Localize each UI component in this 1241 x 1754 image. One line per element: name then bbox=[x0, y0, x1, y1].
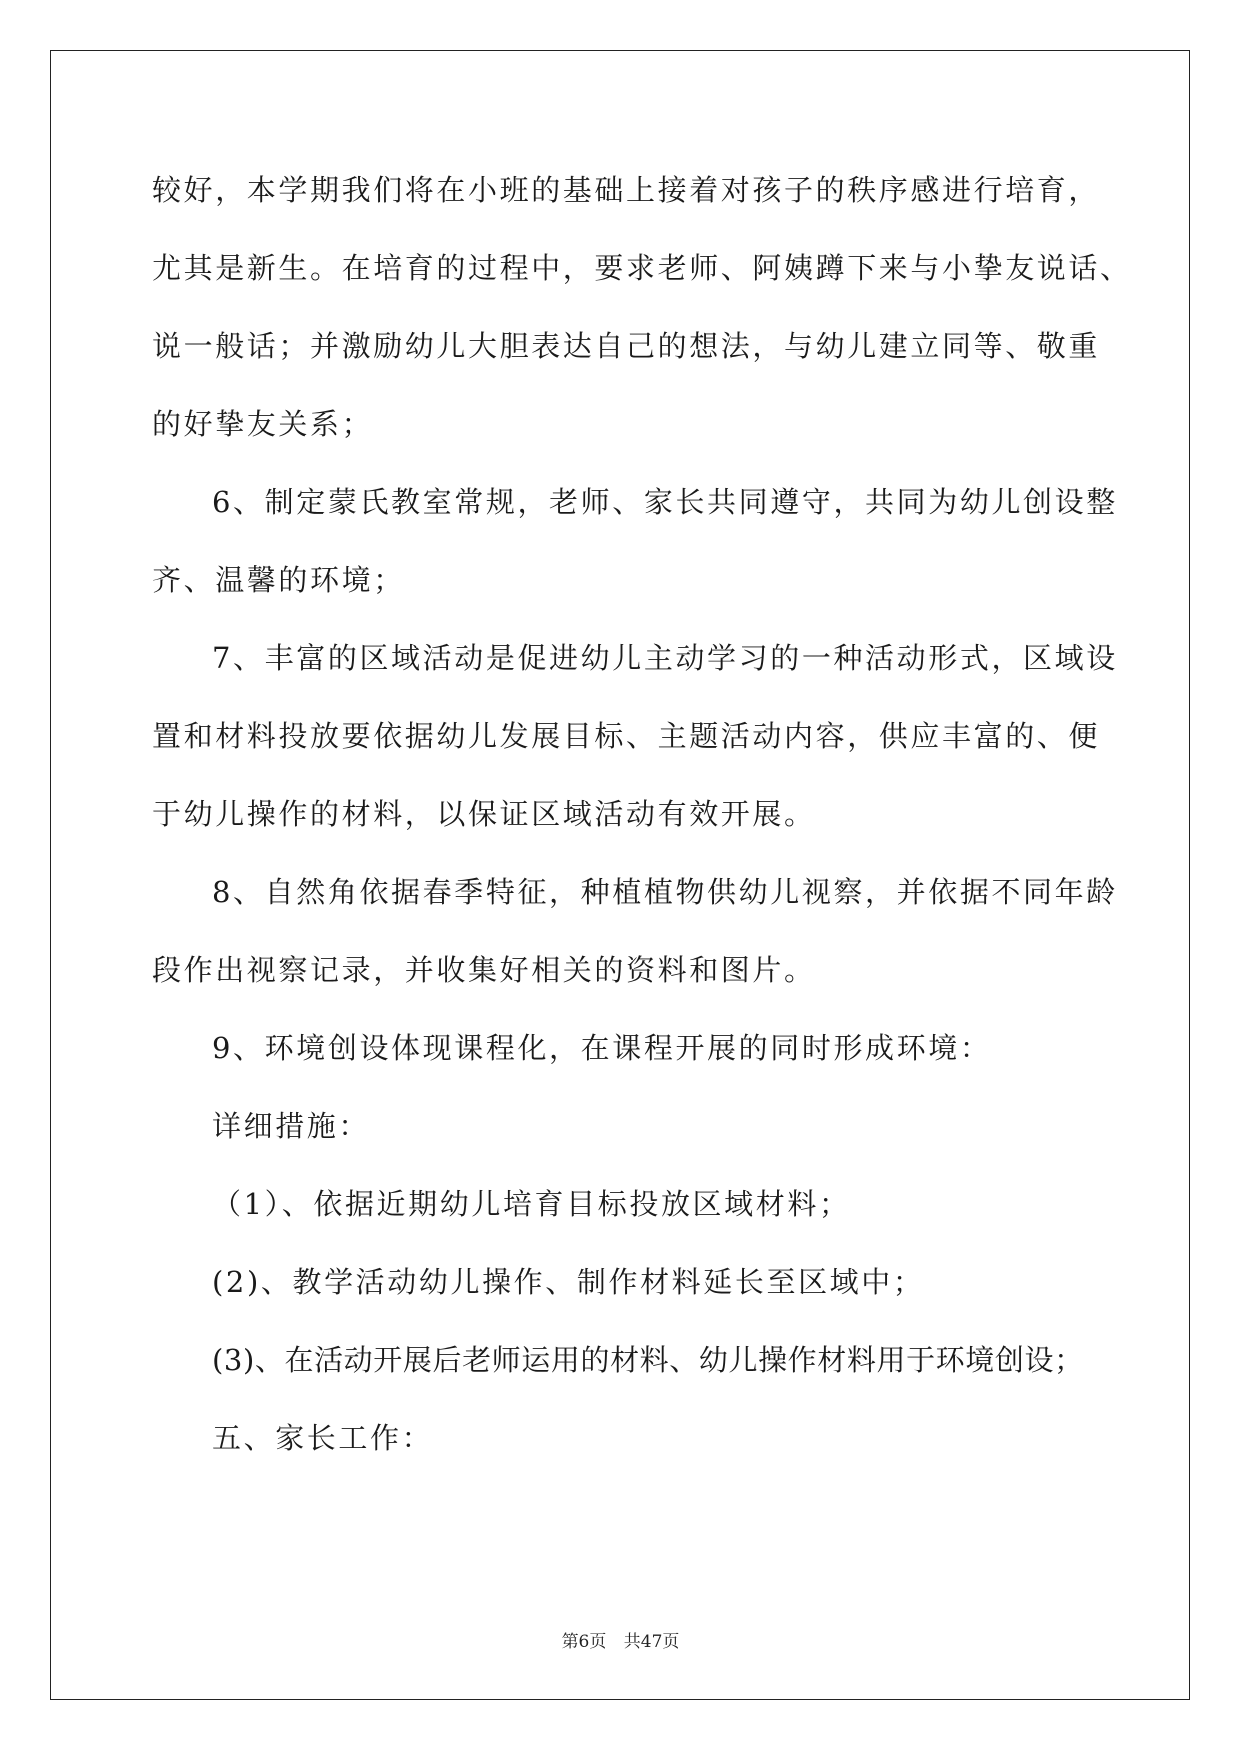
text-line: 详细措施： bbox=[212, 1109, 371, 1143]
text-line: 置和材料投放要依据幼儿发展目标、主题活动内容，供应丰富的、便 bbox=[152, 719, 1101, 753]
text-line: 9、环境创设体现课程化，在课程开展的同时形成环境： bbox=[212, 1031, 992, 1065]
text-line: 齐、温馨的环境； bbox=[152, 563, 405, 597]
text-line: 于幼儿操作的材料，以保证区域活动有效开展。 bbox=[152, 797, 816, 831]
page-total: 共47页 bbox=[623, 1632, 680, 1652]
text-line: (2)、教学活动幼儿操作、制作材料延长至区域中； bbox=[212, 1265, 925, 1299]
text-line: 7、丰富的区域活动是促进幼儿主动学习的一种活动形式，区域设 bbox=[212, 641, 1118, 675]
text-line: （1）、依据近期幼儿培育目标投放区域材料； bbox=[212, 1187, 851, 1221]
text-line: 较好，本学期我们将在小班的基础上接着对孩子的秩序感进行培育， bbox=[152, 173, 1101, 207]
text-line: (3)、在活动开展后老师运用的材料、幼儿操作材料用于环境创设； bbox=[212, 1343, 1084, 1377]
text-line: 的好挚友关系； bbox=[152, 407, 374, 441]
text-line: 段作出视察记录，并收集好相关的资料和图片。 bbox=[152, 953, 816, 987]
page-footer bbox=[0, 1627, 1241, 1652]
text-line: 尤其是新生。在培育的过程中，要求老师、阿姨蹲下来与小挚友说话、 bbox=[152, 251, 1132, 285]
text-line: 五、家长工作： bbox=[212, 1421, 434, 1455]
text-line: 说一般话；并激励幼儿大胆表达自己的想法，与幼儿建立同等、敬重 bbox=[152, 329, 1101, 363]
text-line: 6、制定蒙氏教室常规，老师、家长共同遵守，共同为幼儿创设整 bbox=[212, 485, 1118, 519]
text-line: 8、自然角依据春季特征，种植植物供幼儿视察，并依据不同年龄 bbox=[212, 875, 1118, 909]
page-number: 第6页 bbox=[561, 1632, 607, 1652]
